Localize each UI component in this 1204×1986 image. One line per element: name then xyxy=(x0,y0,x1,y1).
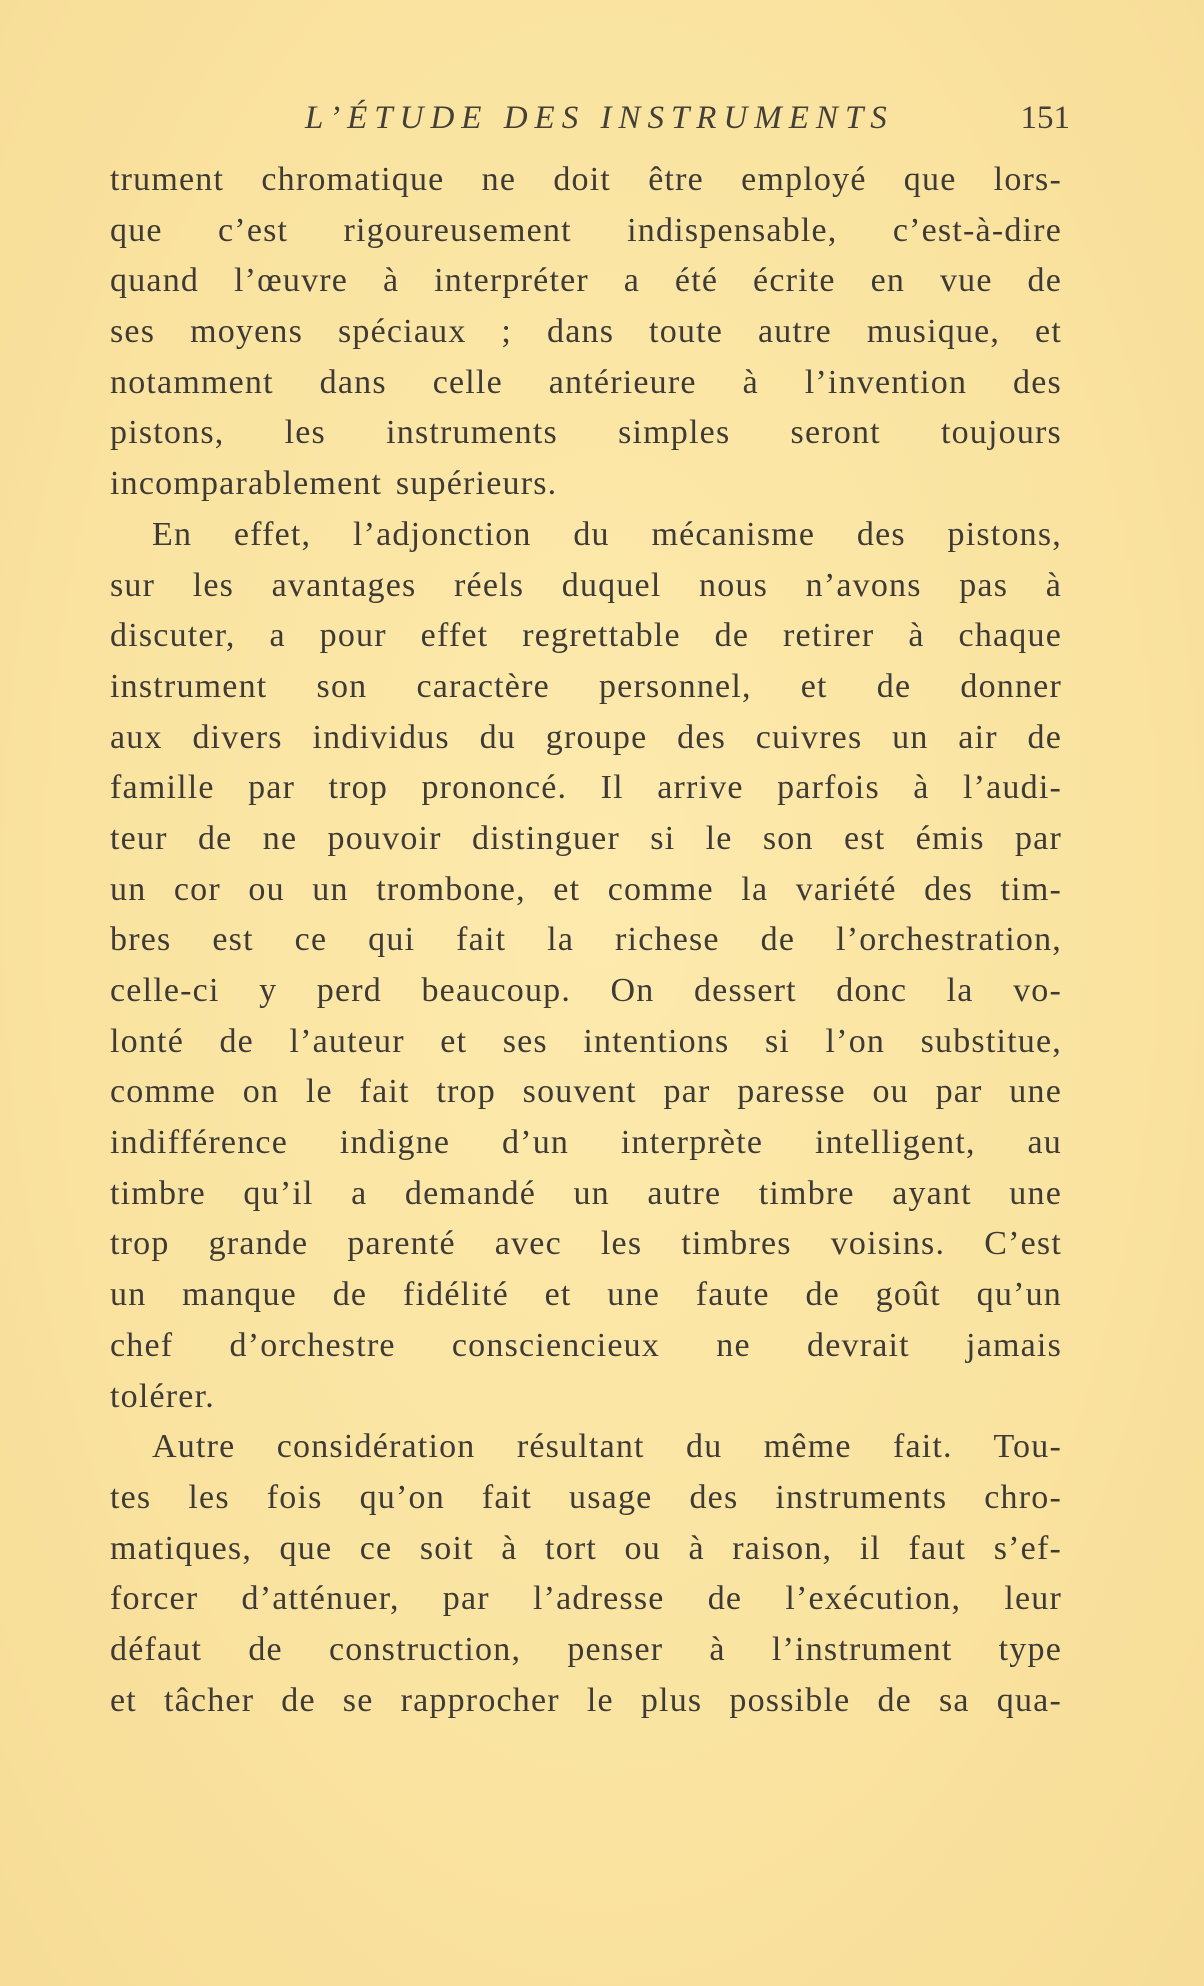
paragraph xyxy=(110,155,1062,510)
text-line: celle-ci y perd beaucoup. On dessert donc la vo- xyxy=(110,972,1062,1009)
running-head xyxy=(110,100,1070,144)
text-line: défaut de construction, penser à l’instrument type xyxy=(110,1630,1062,1668)
text-line: quand l’œuvre à interpréter a été écrite en vue de xyxy=(110,262,1062,300)
running-title: L’ÉTUDE DES INSTRUMENTS xyxy=(305,100,894,136)
text-line: incomparablement supérieurs. xyxy=(110,465,558,503)
text-line: discuter, a pour effet regrettable de retirer à chaque xyxy=(110,617,1062,655)
paragraph xyxy=(110,510,1062,1422)
text-line: aux divers individus du groupe des cuivres un air de xyxy=(110,718,1062,756)
body-text xyxy=(110,155,1062,1726)
text-line: En effet, l’adjonction du mécanisme des pistons, xyxy=(152,515,1062,553)
text-line: un cor ou un trombone, et comme la variété des tim- xyxy=(110,870,1062,908)
text-line: indifférence indigne d’un interprète intelligent, au xyxy=(110,1124,1062,1162)
text-line: ses moyens spéciaux ; dans toute autre musique, et xyxy=(110,313,1062,351)
text-line: Autre considération résultant du même fait. Tou- xyxy=(152,1428,1062,1466)
text-line: trop grande parenté avec les timbres voisins. C’est xyxy=(110,1225,1062,1263)
text-line: lonté de l’auteur et ses intentions si l’on substitue, xyxy=(110,1022,1062,1060)
text-line: tolérer. xyxy=(110,1377,215,1415)
text-line: chef d’orchestre consciencieux ne devrait jamais xyxy=(110,1326,1062,1364)
text-line: teur de ne pouvoir distinguer si le son est émis par xyxy=(110,819,1062,857)
text-line: tes les fois qu’on fait usage des instruments chro- xyxy=(110,1478,1062,1516)
text-line: pistons, les instruments simples seront toujours xyxy=(110,414,1062,452)
text-line: et tâcher de se rapprocher le plus possible de sa qua- xyxy=(110,1681,1062,1719)
text-line: timbre qu’il a demandé un autre timbre ayant une xyxy=(110,1174,1062,1212)
text-line: comme on le fait trop souvent par paresse ou par une xyxy=(110,1073,1062,1111)
text-line: matiques, que ce soit à tort ou à raison, il faut s’ef- xyxy=(110,1529,1062,1567)
text-line: bres est ce qui fait la richese de l’orchestration, xyxy=(110,921,1062,959)
text-line: notamment dans celle antérieure à l’invention des xyxy=(110,363,1062,401)
text-line: que c’est rigoureusement indispensable, c’est-à-dire xyxy=(110,211,1062,249)
page-number: 151 xyxy=(1020,100,1070,136)
text-line: un manque de fidélité et une faute de goût qu’un xyxy=(110,1276,1062,1314)
text-line: famille par trop prononcé. Il arrive parfois à l’audi- xyxy=(110,769,1062,807)
paragraph xyxy=(110,1422,1062,1726)
text-line: trument chromatique ne doit être employé que lors- xyxy=(110,161,1062,198)
text-line: sur les avantages réels duquel nous n’avons pas à xyxy=(110,566,1062,604)
text-line: instrument son caractère personnel, et de donner xyxy=(110,667,1062,705)
text-line: forcer d’atténuer, par l’adresse de l’exécution, leur xyxy=(110,1580,1062,1618)
